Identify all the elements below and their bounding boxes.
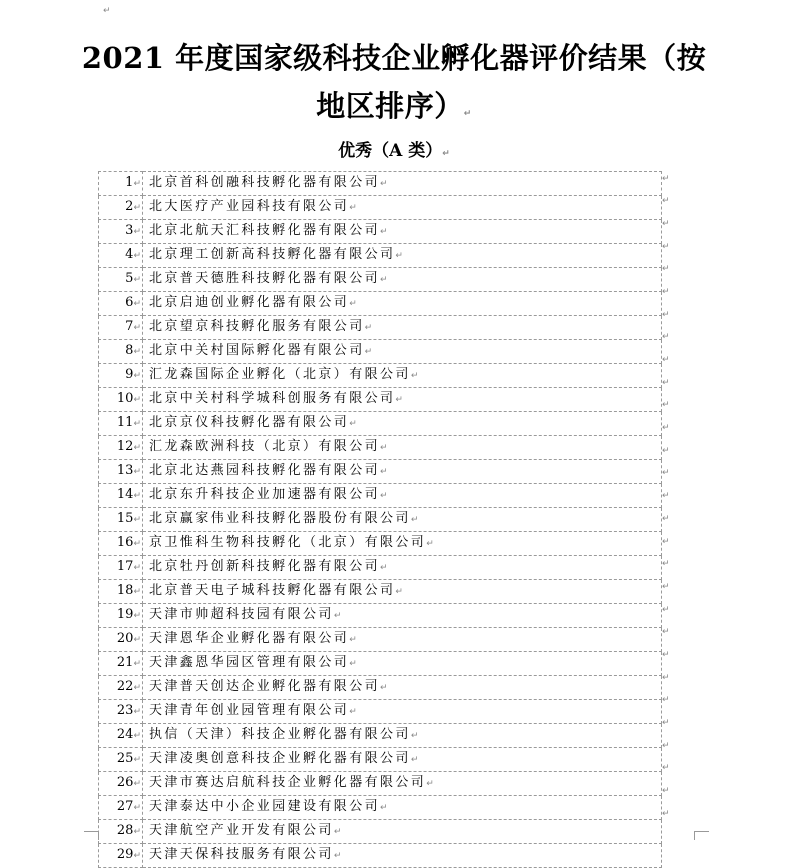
row-end-mark: ↵	[662, 218, 670, 229]
table-row	[99, 316, 662, 340]
company-name: 北京首科创融科技孵化器有限公司↵	[143, 172, 662, 196]
table-row	[99, 268, 662, 292]
row-number: 17↵	[99, 556, 143, 580]
row-number: 6↵	[99, 292, 143, 316]
row-end-mark: ↵	[662, 332, 670, 343]
row-number: 20↵	[99, 628, 143, 652]
row-number: 13↵	[99, 460, 143, 484]
row-number: 19↵	[99, 604, 143, 628]
title-line-2: 地区排序）↵	[316, 89, 472, 123]
table-row	[99, 460, 662, 484]
row-end-mark: ↵	[662, 559, 670, 570]
row-number: 24↵	[99, 724, 143, 748]
company-name: 汇龙森欧洲科技（北京）有限公司↵	[143, 436, 662, 460]
company-name: 北京望京科技孵化服务有限公司↵	[143, 316, 662, 340]
table-row	[99, 628, 662, 652]
company-name: 北京普天电子城科技孵化器有限公司↵	[143, 580, 662, 604]
company-name: 北京启迪创业孵化器有限公司↵	[143, 292, 662, 316]
table-row	[99, 844, 662, 868]
category-heading: 优秀（A 类）↵	[338, 141, 450, 161]
row-end-mark: ↵	[662, 423, 670, 434]
company-name: 北京东升科技企业加速器有限公司↵	[143, 484, 662, 508]
company-name: 天津航空产业开发有限公司↵	[143, 820, 662, 844]
company-name: 执信（天津）科技企业孵化器有限公司↵	[143, 724, 662, 748]
table-row	[99, 796, 662, 820]
company-name: 京卫惟科生物科技孵化（北京）有限公司↵	[143, 532, 662, 556]
row-number: 11↵	[99, 412, 143, 436]
row-end-mark: ↵	[662, 786, 670, 797]
row-end-mark: ↵	[662, 491, 670, 502]
table-row	[99, 604, 662, 628]
company-name: 北京中关村科学城科创服务有限公司↵	[143, 388, 662, 412]
company-name: 北京北航天汇科技孵化器有限公司↵	[143, 220, 662, 244]
row-end-mark: ↵	[662, 468, 670, 479]
company-name: 北京赢家伟业科技孵化器股份有限公司↵	[143, 508, 662, 532]
table-row	[99, 436, 662, 460]
row-number: 10↵	[99, 388, 143, 412]
table-row	[99, 820, 662, 844]
company-name: 天津普天创达企业孵化器有限公司↵	[143, 676, 662, 700]
paragraph-mark: ↵	[103, 6, 111, 16]
row-end-mark: ↵	[662, 695, 670, 706]
row-end-mark: ↵	[662, 196, 670, 207]
row-end-mark: ↵	[662, 604, 670, 615]
table-row	[99, 580, 662, 604]
table-row	[99, 220, 662, 244]
table-row	[99, 508, 662, 532]
company-name: 天津泰达中小企业园建设有限公司↵	[143, 796, 662, 820]
row-number: 5↵	[99, 268, 143, 292]
company-name: 天津凌奥创意科技企业孵化器有限公司↵	[143, 748, 662, 772]
document-title	[0, 34, 788, 138]
table-row	[99, 556, 662, 580]
company-name: 北京京仪科技孵化器有限公司↵	[143, 412, 662, 436]
row-number: 12↵	[99, 436, 143, 460]
row-number: 16↵	[99, 532, 143, 556]
row-end-mark: ↵	[662, 672, 670, 683]
company-name: 天津恩华企业孵化器有限公司↵	[143, 628, 662, 652]
row-number: 2↵	[99, 196, 143, 220]
table-row	[99, 484, 662, 508]
row-number: 23↵	[99, 700, 143, 724]
row-number: 9↵	[99, 364, 143, 388]
company-name: 北大医疗产业园科技有限公司↵	[143, 196, 662, 220]
row-end-mark: ↵	[662, 763, 670, 774]
company-name: 天津市赛达启航科技企业孵化器有限公司↵	[143, 772, 662, 796]
table-row	[99, 652, 662, 676]
incubator-table	[98, 171, 662, 868]
table-row	[99, 724, 662, 748]
row-end-mark: ↵	[662, 264, 670, 275]
row-number: 8↵	[99, 340, 143, 364]
company-name: 北京牡丹创新科技孵化器有限公司↵	[143, 556, 662, 580]
row-end-mark: ↵	[662, 173, 670, 184]
table-row	[99, 532, 662, 556]
row-number: 1↵	[99, 172, 143, 196]
row-end-mark: ↵	[662, 309, 670, 320]
table-row	[99, 748, 662, 772]
row-end-mark: ↵	[662, 355, 670, 365]
company-name: 天津青年创业园管理有限公司↵	[143, 700, 662, 724]
row-number: 22↵	[99, 676, 143, 700]
table-row	[99, 412, 662, 436]
row-end-mark: ↵	[662, 581, 670, 592]
table-row	[99, 388, 662, 412]
row-number: 21↵	[99, 652, 143, 676]
row-number: 25↵	[99, 748, 143, 772]
table-row	[99, 340, 662, 364]
table-row	[99, 196, 662, 220]
row-end-mark: ↵	[662, 377, 670, 388]
row-end-mark: ↵	[662, 286, 670, 297]
row-number: 29↵	[99, 844, 143, 868]
table-row	[99, 292, 662, 316]
row-end-mark: ↵	[662, 513, 670, 524]
company-name: 北京理工创新高科技孵化器有限公司↵	[143, 244, 662, 268]
table-row	[99, 700, 662, 724]
row-number: 7↵	[99, 316, 143, 340]
row-end-mark: ↵	[662, 808, 670, 819]
company-name: 汇龙森国际企业孵化（北京）有限公司↵	[143, 364, 662, 388]
row-end-mark: ↵	[662, 241, 670, 252]
table-row	[99, 676, 662, 700]
row-end-mark: ↵	[662, 445, 670, 456]
row-end-mark: ↵	[662, 627, 670, 638]
row-end-mark: ↵	[662, 400, 670, 411]
company-name: 天津市帅超科技园有限公司↵	[143, 604, 662, 628]
company-name: 北京中关村国际孵化器有限公司↵	[143, 340, 662, 364]
row-number: 15↵	[99, 508, 143, 532]
title-line-1: 2021 年度国家级科技企业孵化器评价结果（按	[81, 41, 707, 75]
company-name: 北京普天德胜科技孵化器有限公司↵	[143, 268, 662, 292]
table-row	[99, 772, 662, 796]
company-name: 天津天保科技服务有限公司↵	[143, 844, 662, 868]
row-number: 18↵	[99, 580, 143, 604]
table-row	[99, 244, 662, 268]
row-number: 28↵	[99, 820, 143, 844]
row-end-mark: ↵	[662, 718, 670, 728]
row-end-mark: ↵	[662, 536, 670, 547]
row-number: 14↵	[99, 484, 143, 508]
table-row	[99, 172, 662, 196]
row-number: 27↵	[99, 796, 143, 820]
row-number: 4↵	[99, 244, 143, 268]
row-end-mark: ↵	[662, 649, 670, 660]
company-name: 北京北达燕园科技孵化器有限公司↵	[143, 460, 662, 484]
row-number: 26↵	[99, 772, 143, 796]
row-number: 3↵	[99, 220, 143, 244]
table-row	[99, 364, 662, 388]
company-name: 天津鑫恩华园区管理有限公司↵	[143, 652, 662, 676]
row-end-mark: ↵	[662, 740, 670, 751]
